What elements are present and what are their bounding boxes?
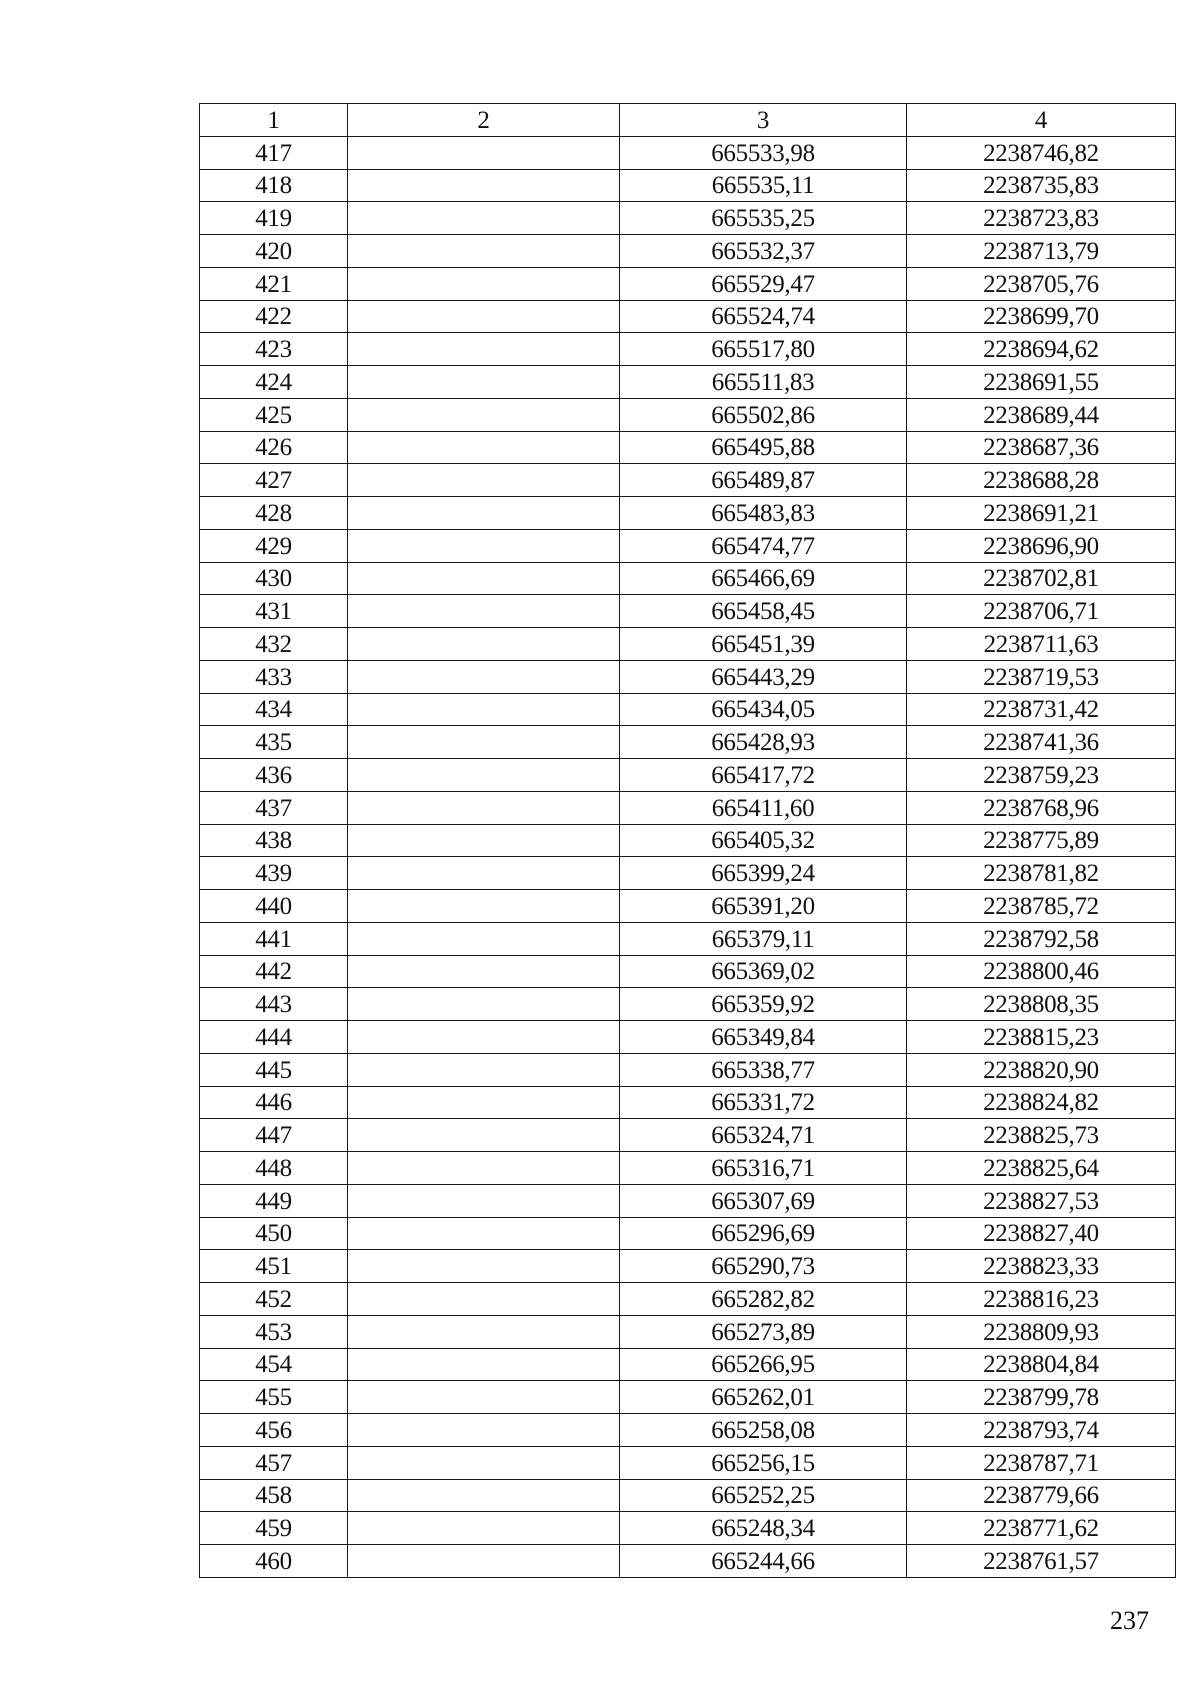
table-row (200, 398, 1176, 431)
y-coordinate-cell: 2238735,83 (907, 169, 1176, 202)
x-coordinate-cell: 665495,88 (620, 431, 907, 464)
point-number-cell: 427 (200, 464, 348, 497)
table-row (200, 267, 1176, 300)
description-cell (348, 759, 620, 792)
point-number-cell: 438 (200, 824, 348, 857)
y-coordinate-cell: 2238705,76 (907, 267, 1176, 300)
description-cell (348, 1283, 620, 1316)
point-number-cell: 433 (200, 660, 348, 693)
point-number-cell: 425 (200, 398, 348, 431)
description-cell (348, 660, 620, 693)
description-cell (348, 922, 620, 955)
y-coordinate-cell: 2238706,71 (907, 595, 1176, 628)
coordinates-table (199, 103, 1176, 1578)
x-coordinate-cell: 665524,74 (620, 300, 907, 333)
point-number-cell: 460 (200, 1545, 348, 1578)
x-coordinate-cell: 665466,69 (620, 562, 907, 595)
table-row (200, 464, 1176, 497)
point-number-cell: 446 (200, 1086, 348, 1119)
table-row (200, 1315, 1176, 1348)
table-row (200, 431, 1176, 464)
point-number-cell: 422 (200, 300, 348, 333)
table-row (200, 922, 1176, 955)
point-number-cell: 452 (200, 1283, 348, 1316)
y-coordinate-cell: 2238759,23 (907, 759, 1176, 792)
table-row (200, 1545, 1176, 1578)
y-coordinate-cell: 2238691,21 (907, 497, 1176, 530)
x-coordinate-cell: 665252,25 (620, 1479, 907, 1512)
description-cell (348, 628, 620, 661)
description-cell (348, 366, 620, 399)
table-row (200, 1479, 1176, 1512)
point-number-cell: 440 (200, 890, 348, 923)
point-number-cell: 456 (200, 1414, 348, 1447)
x-coordinate-cell: 665443,29 (620, 660, 907, 693)
y-coordinate-cell: 2238824,82 (907, 1086, 1176, 1119)
description-cell (348, 1152, 620, 1185)
description-cell (348, 693, 620, 726)
y-coordinate-cell: 2238827,40 (907, 1217, 1176, 1250)
y-coordinate-cell: 2238787,71 (907, 1446, 1176, 1479)
table-row (200, 529, 1176, 562)
y-coordinate-cell: 2238804,84 (907, 1348, 1176, 1381)
table-row (200, 1184, 1176, 1217)
description-cell (348, 595, 620, 628)
x-coordinate-cell: 665316,71 (620, 1152, 907, 1185)
table-row (200, 693, 1176, 726)
x-coordinate-cell: 665266,95 (620, 1348, 907, 1381)
description-cell (348, 1381, 620, 1414)
description-cell (348, 726, 620, 759)
point-number-cell: 430 (200, 562, 348, 595)
point-number-cell: 432 (200, 628, 348, 661)
x-coordinate-cell: 665244,66 (620, 1545, 907, 1578)
y-coordinate-cell: 2238723,83 (907, 202, 1176, 235)
y-coordinate-cell: 2238800,46 (907, 955, 1176, 988)
x-coordinate-cell: 665489,87 (620, 464, 907, 497)
table-row (200, 1152, 1176, 1185)
x-coordinate-cell: 665458,45 (620, 595, 907, 628)
description-cell (348, 497, 620, 530)
x-coordinate-cell: 665338,77 (620, 1053, 907, 1086)
table-row (200, 1053, 1176, 1086)
table-row (200, 235, 1176, 268)
y-coordinate-cell: 2238688,28 (907, 464, 1176, 497)
x-coordinate-cell: 665369,02 (620, 955, 907, 988)
x-coordinate-cell: 665502,86 (620, 398, 907, 431)
point-number-cell: 450 (200, 1217, 348, 1250)
table-row (200, 1086, 1176, 1119)
table-row (200, 595, 1176, 628)
table-row (200, 562, 1176, 595)
y-coordinate-cell: 2238761,57 (907, 1545, 1176, 1578)
x-coordinate-cell: 665273,89 (620, 1315, 907, 1348)
description-cell (348, 955, 620, 988)
y-coordinate-cell: 2238816,23 (907, 1283, 1176, 1316)
x-coordinate-cell: 665290,73 (620, 1250, 907, 1283)
y-coordinate-cell: 2238691,55 (907, 366, 1176, 399)
table-row (200, 890, 1176, 923)
description-cell (348, 267, 620, 300)
point-number-cell: 431 (200, 595, 348, 628)
point-number-cell: 454 (200, 1348, 348, 1381)
point-number-cell: 455 (200, 1381, 348, 1414)
description-cell (348, 136, 620, 169)
y-coordinate-cell: 2238793,74 (907, 1414, 1176, 1447)
description-cell (348, 431, 620, 464)
header-row (200, 104, 1176, 137)
description-cell (348, 464, 620, 497)
table-row (200, 300, 1176, 333)
description-cell (348, 235, 620, 268)
point-number-cell: 418 (200, 169, 348, 202)
description-cell (348, 1119, 620, 1152)
description-cell (348, 1250, 620, 1283)
point-number-cell: 434 (200, 693, 348, 726)
y-coordinate-cell: 2238825,73 (907, 1119, 1176, 1152)
table-row (200, 366, 1176, 399)
point-number-cell: 459 (200, 1512, 348, 1545)
x-coordinate-cell: 665517,80 (620, 333, 907, 366)
x-coordinate-cell: 665474,77 (620, 529, 907, 562)
table-row (200, 824, 1176, 857)
table-row (200, 1381, 1176, 1414)
table-row (200, 1414, 1176, 1447)
y-coordinate-cell: 2238768,96 (907, 791, 1176, 824)
y-coordinate-cell: 2238694,62 (907, 333, 1176, 366)
description-cell (348, 1315, 620, 1348)
point-number-cell: 420 (200, 235, 348, 268)
y-coordinate-cell: 2238792,58 (907, 922, 1176, 955)
table-row (200, 1250, 1176, 1283)
description-cell (348, 988, 620, 1021)
y-coordinate-cell: 2238746,82 (907, 136, 1176, 169)
point-number-cell: 436 (200, 759, 348, 792)
x-coordinate-cell: 665405,32 (620, 824, 907, 857)
point-number-cell: 442 (200, 955, 348, 988)
x-coordinate-cell: 665331,72 (620, 1086, 907, 1119)
point-number-cell: 444 (200, 1021, 348, 1054)
y-coordinate-cell: 2238741,36 (907, 726, 1176, 759)
table-row (200, 1119, 1176, 1152)
x-coordinate-cell: 665483,83 (620, 497, 907, 530)
y-coordinate-cell: 2238731,42 (907, 693, 1176, 726)
description-cell (348, 1446, 620, 1479)
y-coordinate-cell: 2238699,70 (907, 300, 1176, 333)
y-coordinate-cell: 2238702,81 (907, 562, 1176, 595)
x-coordinate-cell: 665391,20 (620, 890, 907, 923)
point-number-cell: 417 (200, 136, 348, 169)
point-number-cell: 445 (200, 1053, 348, 1086)
x-coordinate-cell: 665359,92 (620, 988, 907, 1021)
point-number-cell: 457 (200, 1446, 348, 1479)
x-coordinate-cell: 665511,83 (620, 366, 907, 399)
description-cell (348, 202, 620, 235)
description-cell (348, 857, 620, 890)
y-coordinate-cell: 2238785,72 (907, 890, 1176, 923)
y-coordinate-cell: 2238808,35 (907, 988, 1176, 1021)
y-coordinate-cell: 2238815,23 (907, 1021, 1176, 1054)
column-header-4: 4 (907, 104, 1176, 137)
x-coordinate-cell: 665248,34 (620, 1512, 907, 1545)
table-row (200, 169, 1176, 202)
point-number-cell: 426 (200, 431, 348, 464)
description-cell (348, 791, 620, 824)
table-row (200, 1512, 1176, 1545)
x-coordinate-cell: 665535,25 (620, 202, 907, 235)
y-coordinate-cell: 2238781,82 (907, 857, 1176, 890)
description-cell (348, 1545, 620, 1578)
description-cell (348, 824, 620, 857)
column-header-3: 3 (620, 104, 907, 137)
description-cell (348, 1184, 620, 1217)
table-row (200, 1021, 1176, 1054)
x-coordinate-cell: 665428,93 (620, 726, 907, 759)
table-row (200, 497, 1176, 530)
description-cell (348, 300, 620, 333)
description-cell (348, 890, 620, 923)
point-number-cell: 451 (200, 1250, 348, 1283)
y-coordinate-cell: 2238827,53 (907, 1184, 1176, 1217)
table-row (200, 628, 1176, 661)
y-coordinate-cell: 2238823,33 (907, 1250, 1176, 1283)
description-cell (348, 1479, 620, 1512)
y-coordinate-cell: 2238771,62 (907, 1512, 1176, 1545)
description-cell (348, 562, 620, 595)
x-coordinate-cell: 665379,11 (620, 922, 907, 955)
table-row (200, 726, 1176, 759)
description-cell (348, 1217, 620, 1250)
y-coordinate-cell: 2238713,79 (907, 235, 1176, 268)
x-coordinate-cell: 665296,69 (620, 1217, 907, 1250)
table-row (200, 791, 1176, 824)
y-coordinate-cell: 2238799,78 (907, 1381, 1176, 1414)
description-cell (348, 169, 620, 202)
point-number-cell: 453 (200, 1315, 348, 1348)
page-number: 237 (1110, 1606, 1149, 1635)
x-coordinate-cell: 665262,01 (620, 1381, 907, 1414)
x-coordinate-cell: 665529,47 (620, 267, 907, 300)
point-number-cell: 449 (200, 1184, 348, 1217)
table-row (200, 1348, 1176, 1381)
table-body (200, 136, 1176, 1577)
y-coordinate-cell: 2238711,63 (907, 628, 1176, 661)
y-coordinate-cell: 2238687,36 (907, 431, 1176, 464)
table-row (200, 988, 1176, 1021)
x-coordinate-cell: 665533,98 (620, 136, 907, 169)
x-coordinate-cell: 665399,24 (620, 857, 907, 890)
y-coordinate-cell: 2238775,89 (907, 824, 1176, 857)
table-row (200, 1446, 1176, 1479)
description-cell (348, 1512, 620, 1545)
table-row (200, 1283, 1176, 1316)
description-cell (348, 398, 620, 431)
x-coordinate-cell: 665451,39 (620, 628, 907, 661)
y-coordinate-cell: 2238820,90 (907, 1053, 1176, 1086)
table-row (200, 202, 1176, 235)
y-coordinate-cell: 2238696,90 (907, 529, 1176, 562)
x-coordinate-cell: 665349,84 (620, 1021, 907, 1054)
point-number-cell: 437 (200, 791, 348, 824)
x-coordinate-cell: 665258,08 (620, 1414, 907, 1447)
point-number-cell: 428 (200, 497, 348, 530)
y-coordinate-cell: 2238719,53 (907, 660, 1176, 693)
y-coordinate-cell: 2238809,93 (907, 1315, 1176, 1348)
x-coordinate-cell: 665417,72 (620, 759, 907, 792)
point-number-cell: 424 (200, 366, 348, 399)
x-coordinate-cell: 665324,71 (620, 1119, 907, 1152)
x-coordinate-cell: 665256,15 (620, 1446, 907, 1479)
x-coordinate-cell: 665434,05 (620, 693, 907, 726)
y-coordinate-cell: 2238825,64 (907, 1152, 1176, 1185)
point-number-cell: 435 (200, 726, 348, 759)
x-coordinate-cell: 665307,69 (620, 1184, 907, 1217)
column-header-1: 1 (200, 104, 348, 137)
point-number-cell: 439 (200, 857, 348, 890)
point-number-cell: 458 (200, 1479, 348, 1512)
description-cell (348, 1021, 620, 1054)
description-cell (348, 333, 620, 366)
table-row (200, 660, 1176, 693)
column-header-2: 2 (348, 104, 620, 137)
x-coordinate-cell: 665532,37 (620, 235, 907, 268)
point-number-cell: 423 (200, 333, 348, 366)
table-row (200, 333, 1176, 366)
table-row (200, 1217, 1176, 1250)
point-number-cell: 447 (200, 1119, 348, 1152)
point-number-cell: 441 (200, 922, 348, 955)
x-coordinate-cell: 665411,60 (620, 791, 907, 824)
description-cell (348, 1086, 620, 1119)
point-number-cell: 419 (200, 202, 348, 235)
point-number-cell: 421 (200, 267, 348, 300)
point-number-cell: 429 (200, 529, 348, 562)
point-number-cell: 443 (200, 988, 348, 1021)
description-cell (348, 1053, 620, 1086)
x-coordinate-cell: 665282,82 (620, 1283, 907, 1316)
description-cell (348, 529, 620, 562)
y-coordinate-cell: 2238779,66 (907, 1479, 1176, 1512)
table-row (200, 136, 1176, 169)
description-cell (348, 1414, 620, 1447)
x-coordinate-cell: 665535,11 (620, 169, 907, 202)
table-row (200, 955, 1176, 988)
table-row (200, 759, 1176, 792)
table-row (200, 857, 1176, 890)
point-number-cell: 448 (200, 1152, 348, 1185)
description-cell (348, 1348, 620, 1381)
y-coordinate-cell: 2238689,44 (907, 398, 1176, 431)
